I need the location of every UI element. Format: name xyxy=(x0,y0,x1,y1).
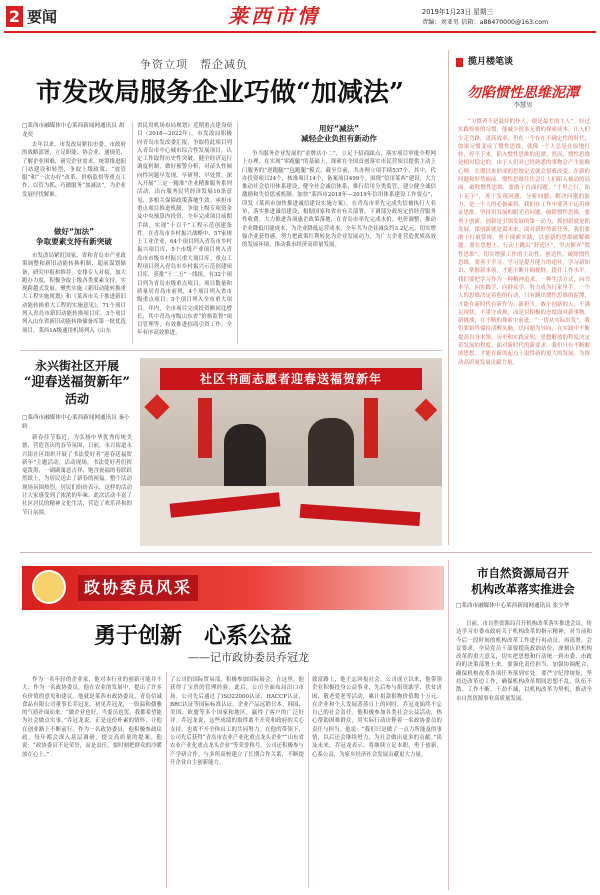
photo-couplet xyxy=(198,398,212,458)
main-col1-subhead xyxy=(22,227,126,247)
resources-headline-line2: 机构改革落实推进会 xyxy=(471,582,575,596)
photo-person xyxy=(224,424,266,494)
main-col1-subhead-line2: 争取要素支持有新突破 xyxy=(36,237,112,246)
main-col2: 省民用机场布局规划》近期重点建设项目（2018—2022年）。市发改局积极向青岛市发改委汇报，争取将此项目列入青岛市中心城市综合性发展项目。认定工作取得历史性突破。健全经济运行调度机制，做好预警分析，对苗头性倾向性问题早发现、早研判、早处置。深入开展“三定一精准”企业精准服务系列活动，出台服务民营经济发展10条意见，多相关保障政策落地生效。承担市重点项目推进机制，争取上级专项资金及中央预算内投资，全年完成项目前期手续，实现“十百千”工程示范创建条件。在青岛市乡村振兴战略中，57家规上工业企业，64个项目列入青岛市乡村振兴项目库，5个市级产业项目列入青岛市市级乡村振兴重大项目库。重点工程项目列入青岛市乡村振兴示范创建项目库，获批“十二五”一线组。有32个项目列为青岛市级重点项目。项目数量和质量居青岛市前列，4个项目列入省市级重点项目；5个项目列入全市重大项目。年内，全市项目完成投资额同比增长，其中青岛市级山东省“价格监督”项目管理等，有效推进招商引资工作，全年有序高效推进。 xyxy=(137,123,232,337)
community-photo xyxy=(140,358,442,546)
column-title: 勿陷惯性思维泥潭 xyxy=(467,85,579,101)
main-byline: □莱西市融媒体中心莱西新闻网通讯员 胡龙奕 xyxy=(22,123,125,138)
col-divider xyxy=(166,672,167,888)
column-header: 揽月楼笔谈 xyxy=(468,57,514,67)
masthead-rule xyxy=(4,31,596,33)
page-number-badge xyxy=(6,6,23,27)
cppcc-banner xyxy=(22,566,444,610)
col-divider xyxy=(237,122,238,344)
resources-body: 日前，市自然资源局召开机构改革落实推进会议，传达学习市委市政府关于机构改革的指示精神，对当前和今后一段时间的机构改革工作进行再动员、再部署。会议要求，全局党员干部要提高政治站位，深刻认识机构改革的重大意义，切实把思想和行动统一到市委、市政府的决策部署上来。要强化责任担当，加强协调配合，确保机构改革各项任务落到实处。要严守纪律规矩，坚持边改革边工作，确保机构改革期间思想不乱、队伍不散、工作不断、干劲不减，以机构改革为契机，推动全市自然资源事业高质量发展。 xyxy=(456,621,592,702)
resources-byline: □莱西市融媒体中心莱西新闻网通讯员 张少华 xyxy=(456,603,570,609)
community-headline xyxy=(22,358,132,407)
photo-couplet xyxy=(364,398,378,458)
community-headline-line1: 永兴街社区开展 xyxy=(34,359,119,373)
column-author: 李慧男 xyxy=(513,102,533,109)
community-headline-line3: 活动 xyxy=(64,392,89,406)
section-name: 要闻 xyxy=(27,8,58,26)
main-col3: 争当服务企业发展的“金牌店小二”，立足于招商踩点，落实项目审批全程网上办理，在实现“零跑腿”的基础上，探索在全国首创落实市民营项目提供主动上门服务的“逆跑腿”“包跑腿”模式，截至目前，共办理立项手续537个，其中，代办投资项目24个，核准项目14个，备案项目499个。围绕“信用莱西”建设，大力推动社会信用体系建设，健全社会诚信体系，推行信用分类监管，建立健全诚信激励和失信惩戒机制。加快“莱西市2018年—2019年信用体系建设工作要点”，印发《莱西市加快推进诚信建设实施方案》，在青岛市率先完成失信被执行人名单，落实推进诚信建设，根据国家和省市有关部署，下调部分政府定价经营服务性收费。大力推进各项惠企政策落地，在青岛市率先完成水价、电价调整，推动企业降低用能成本，为企业降低运营成本。全年共为企业减负约3.2亿元，切实增强企业获得感。努力把政策红利转化为企业发展动力，为广大企业营造优质高效的发展环境，推动我市经济高质量发展。 xyxy=(242,151,436,249)
main-col1-subhead-line1: 做好“加法” xyxy=(53,227,95,236)
main-col1-para2: 市发改局紧盯国家、省和青岛市产业政策调整和新旧动能转换机制，超前谋划储备，研究申报和推荐。安排专人对接，加大跑办力度，积极争取上级各类要素支持，实现跨越式发展。聚焦实施《新旧动能转换重大工程实施规划》和《莱西市关于推进新旧动能转换重大工程的实施意见》，71个项目列入青岛市新旧动能转换项目库，3个项目列入山东省新旧动能转换储备库第一批优选项目。莱西1A级通用机场列入《山东 xyxy=(22,253,126,334)
photo-person xyxy=(308,418,354,494)
cppcc-subtitle: ——记市政协委员乔冠龙 xyxy=(188,651,309,664)
main-headline: 市发改局服务企业巧做“加减法” xyxy=(36,78,404,108)
cppcc-col1: 作为一名年轻的企业家，他对本行业的创新可能并不大；作为一名政协委员，他在农业的发展中，提出了许多有价值的意见和建议。他就是莱西市政协委员、青岛信诚食品有限公司董事长乔冠龙。初见乔冠龙，一股温和儒雅的气质扑面而来。“做企业也好，当委员也罢，我都希望能为社会做点实事。”乔冠龙说，正是这份朴素的情怀，让他在创业路上不断前行。作为一名政协委员，他积极参政议政，每年都会深入基层调研，提交高质量的提案。他说：“政协委员不是荣誉，而是责任，要时刻把群众的冷暖放在心上。” xyxy=(22,677,162,758)
cppcc-col2: 了公司的国际贸易部，积极参加国际展会。在这里，他获得了宝贵的管理经验。此后，公司全面布局出口市场。公司先后通过了ISO22000认证、HACCP认证、BRC认证等国际标准认证，企业产品远销日本、韩国、美国、欧盟等多个国家和地区，赢得了客户的广泛好评。乔冠龙说，这些成绩的取得离不开党和政府的关心支持，也离不开全体员工的共同努力。在他的带领下，公司先后获得“青岛市农业产业化重点龙头企业”“山东省农业产业化重点龙头企业”等荣誉称号。公司还积极参与产学研合作，与多所高校建立了长期合作关系，不断提升企业自主创新能力。 xyxy=(170,677,304,766)
photo-red-banner: 社区书画志愿者迎春送福贺新年 xyxy=(160,368,422,390)
main-col1-para1: 去年以来，市发改局紧扣市委、市政府的战略部署，立足职能、协会业、通规范，了解企业困难，研究企业需求，统筹推进阳门站建设和转型，争取上级政策、“放管服”和“一次办好”改革、价格监督等重点工作，以管为抓、巧做服务“加减法”，为企业发展纾忧解难。 xyxy=(22,142,126,198)
community-body: 新春佳节临近，为弘扬中华优秀传统美德，营造喜庆的春节氛围，日前，永兴街道永兴街社区组织开展了书法爱好者“迎春送福贺新年”主题活动。活动现场，书法爱好者们挥毫泼墨，一副副寓意吉祥、饱含祝福的春联跃然纸上，为居民送去了新春的祝福。整个活动现场氛围热烈，居民们纷纷表示，这样的活动让大家感受到了浓浓的年味。此次活动丰富了社区居民的精神文化生活，营造了欢乐祥和的节日氛围。 xyxy=(22,435,132,516)
cppcc-col3: 致富路上，他不忘回报社会。公司成立以来，他带领企业积极投身公益事业，先后参与捐资助学、扶贫济困、敬老爱老等活动，累计捐款捐物价值数十万元。在企业和个人发展蒸蒸日上的同时，乔冠龙始终不忘自己的社会责任。他积极参加各类社会公益活动，热心帮助困难群众，用实际行动诠释着一名政协委员的责任与担当。他说：“我们只是做了一点力所能及的事情，以后还会继续努力，为社会做出更多的贡献。”谈及未来，乔冠龙表示，将继续立足本职，勇于创新，心系公益，为家乡经济社会发展贡献更大力量。 xyxy=(312,677,442,758)
issue-date: 2019年1月23日 星期三 xyxy=(422,8,494,16)
column-divider xyxy=(448,560,449,890)
main-col3-subhead xyxy=(242,124,436,144)
column-body: “习惯者不是最好的仆人，便是最差的主人”。经过实践检验的习惯，能减少很多无谓的探索成本，让人们少走弯路，更高效率。但在一个存在不确定性的时代，如果习惯变成了惯性思维，就像一个人总是在原地打转，停不下来，陷入惯性思维的泥潭。然而，惯性思维是相对稳定的，由于人们对已经熟悉的事物会产生依赖心理，长期以来形成的思维定式就会很难改变，在新的问题和形势面前，惯性思维往往会让人们陷入被动的局面。破除惯性思维，要敢于直面问题。“千里之行，始于足下”，善于发现问题、分析问题、解决问题的能力，是一个人的必备素质。我们在工作中要善于运用辩证思维，坚持用发展的眼光看问题。破除惯性思维，要勇于创新。创新是引领发展的第一动力，抓创新就是抓发展，谋创新就是谋未来。面对新形势新任务，我们要敢于打破常规，勇于探索实践，以创新的思维破解难题。要在思想上、行动上跳出“舒适区”，坚决摒弃“惯性思维”，切实增强工作的主动性、创造性。破除惯性思维，要善于学习。学习是提升能力的途径，学习新知识、掌握新本领，才能不断开阔视野，提升工作水平。我们要把学习作为一种精神追求、一种生活方式，向书本学、向实践学、向群众学，努力成为行家里手。一个人的思维决定着他的行动，只有跳出惯性思维的泥潭，才能在新时代有新作为、新担当。敢于创新的人，不满足现状，不墨守成规，而是以积极的态度面对新事物、新挑战，在不断的探索中前进。“一切从实际出发”，我们要始终保持清醒头脑，以问题为导向，在实践中不断提高自身本领。历史和实践证明，思想解放的程度决定着发展的程度。面对新时代的新要求，我们只有不断解放思想，才能在新的起点上取得新的更大的发展，为推动高质量发展贡献力量。 xyxy=(458,119,590,366)
column-divider xyxy=(448,50,449,545)
editor-info: 责编：刘亚男 信箱：a88470000@163.com xyxy=(422,19,549,26)
main-kicker: 争资立项 帮企减负 xyxy=(140,58,248,71)
photo-fu-decoration xyxy=(144,394,169,419)
cppcc-banner-text: 政协委员风采 xyxy=(78,575,198,601)
cppcc-emblem-icon xyxy=(32,570,66,604)
col-divider xyxy=(132,122,133,344)
column-header-bar xyxy=(456,56,590,69)
resources-headline-line1: 市自然资源局召开 xyxy=(477,566,569,580)
main-col3-subhead-line1: 用好“减法” xyxy=(318,124,360,133)
section-rule xyxy=(20,350,442,351)
col-divider xyxy=(308,672,309,888)
page-number: 2 xyxy=(8,7,21,26)
photo-fu-decoration xyxy=(415,399,438,422)
cppcc-headline: 勇于创新 心系公益 xyxy=(94,623,293,649)
community-headline-line2: “迎春送福贺新年” xyxy=(24,375,130,390)
masthead xyxy=(0,0,600,34)
resources-headline xyxy=(454,565,592,597)
column-marker-icon xyxy=(456,58,463,67)
community-byline: □莱西市融媒体中心莱西新闻网通讯员 秦小娇 xyxy=(22,415,130,430)
paper-logo: 莱西市情 xyxy=(228,4,320,28)
section-rule xyxy=(20,552,592,553)
main-col3-subhead-line2: 减轻企业负担有新动作 xyxy=(301,134,377,143)
